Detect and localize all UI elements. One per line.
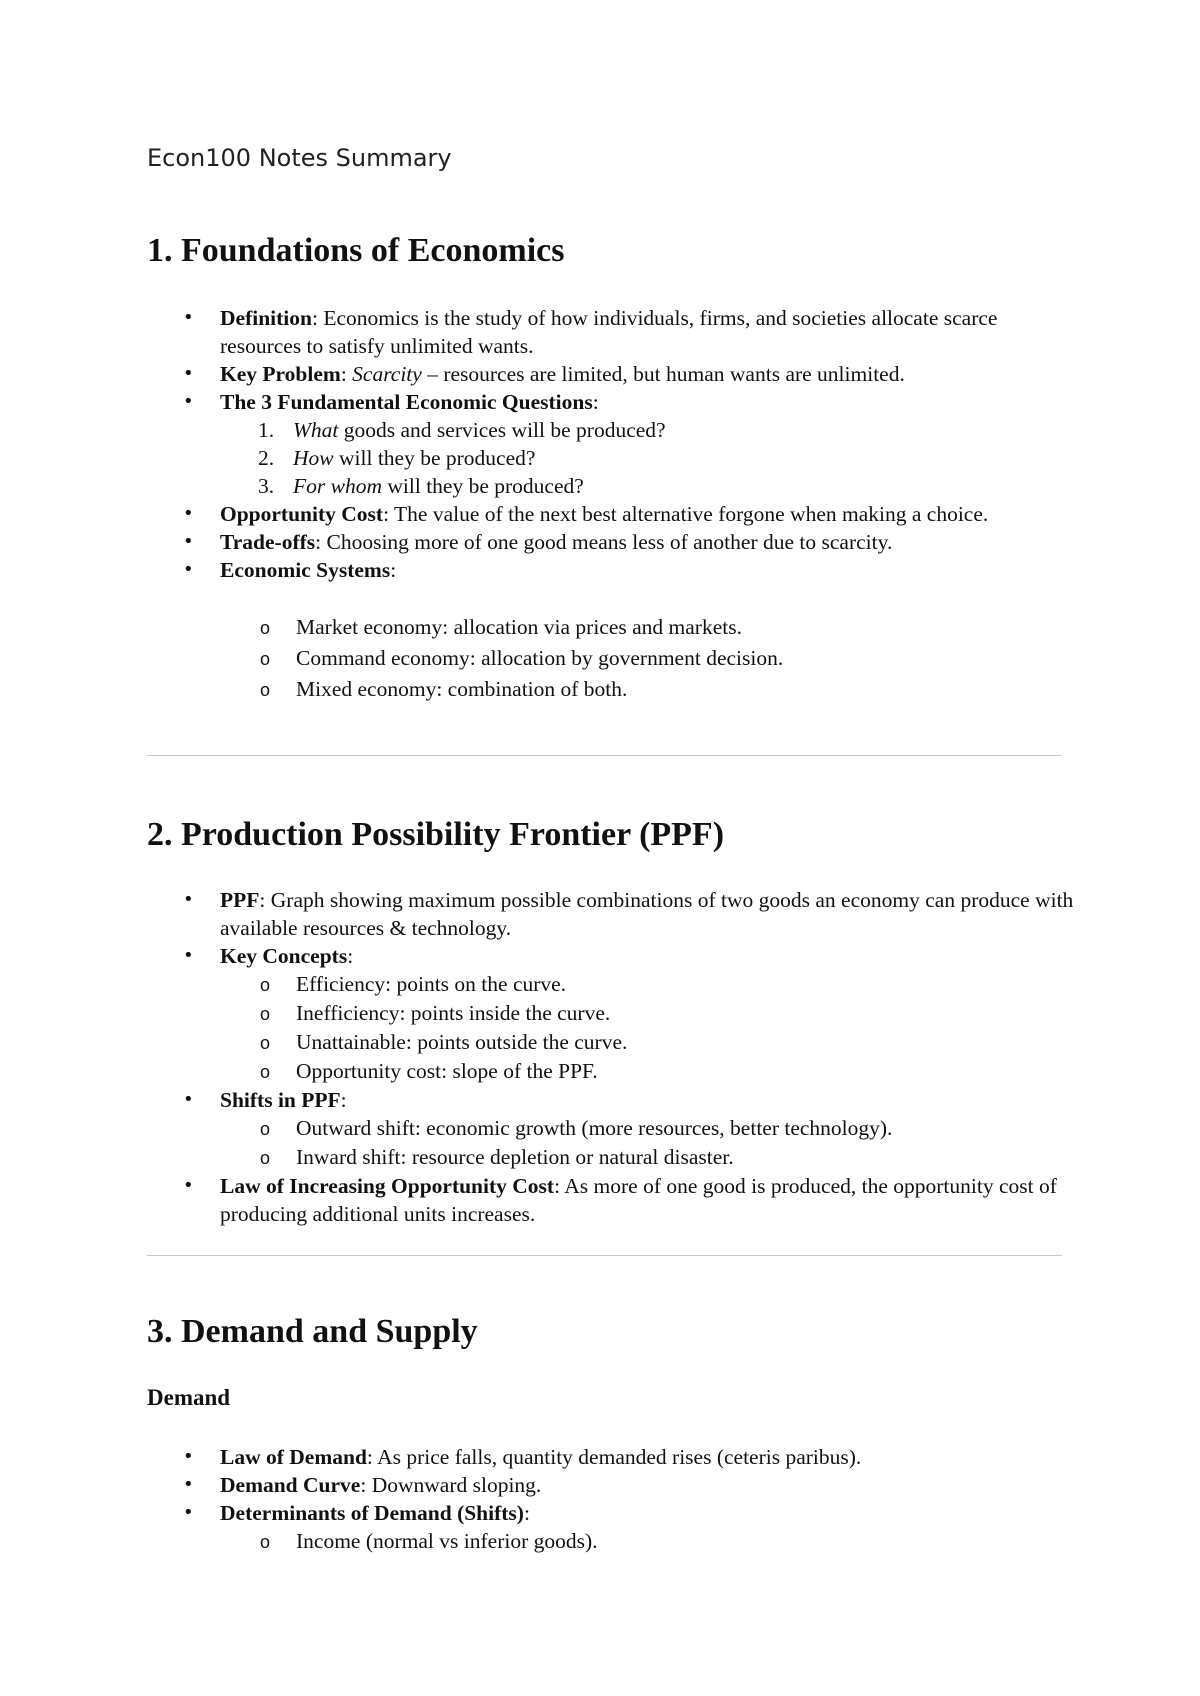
- list-item: [147, 304, 1077, 360]
- item-text: will they be produced?: [333, 446, 536, 470]
- list-item: [260, 612, 1077, 643]
- circle-bullet-icon: o: [260, 1532, 271, 1552]
- separator: :: [390, 558, 397, 582]
- definition-text: As more of one good is produced, the opportunity cost of producing additional units increases.: [220, 1174, 1057, 1226]
- horizontal-rule: [147, 755, 1062, 756]
- term-label: Economic Systems: [220, 558, 391, 582]
- item-text: Command economy: allocation by government decision.: [296, 646, 784, 670]
- circle-bullet-icon: o: [260, 618, 271, 638]
- shifts-sublist: [260, 1114, 1077, 1172]
- list-item: [147, 360, 1077, 388]
- term-label: Opportunity Cost: [220, 502, 384, 526]
- term-label: Law of Increasing Opportunity Cost: [220, 1174, 555, 1198]
- term-label: Key Problem: [220, 362, 341, 386]
- term-label: Trade-offs: [220, 530, 316, 554]
- section-heading-ppf: 2. Production Possibility Frontier (PPF): [147, 816, 725, 853]
- circle-bullet-icon: o: [260, 975, 271, 995]
- separator: :: [366, 1445, 373, 1469]
- list-item: [260, 1143, 1077, 1172]
- circle-bullet-icon: o: [260, 1119, 271, 1139]
- circle-bullet-icon: o: [260, 1062, 271, 1082]
- list-item: [147, 1443, 1077, 1471]
- item-number: 3.: [258, 474, 275, 498]
- separator: :: [340, 1088, 347, 1112]
- separator: :: [554, 1174, 561, 1198]
- term-label: PPF: [220, 888, 260, 912]
- definition-text: Economics is the study of how individuals, firms, and societies allocate scarce resources to satisfy unlimited wants.: [220, 306, 998, 358]
- item-number: 1.: [258, 418, 275, 442]
- demand-bullet-list: [147, 1443, 1077, 1556]
- emphasis-term: Scarcity: [352, 362, 422, 386]
- foundations-bullet-list: [147, 304, 1077, 705]
- list-item: [258, 472, 1077, 500]
- horizontal-rule: [147, 1255, 1062, 1256]
- item-text: will they be produced?: [382, 474, 584, 498]
- item-text: Inefficiency: points inside the curve.: [296, 1001, 611, 1025]
- emphasis-term: What: [293, 418, 339, 442]
- circle-bullet-icon: o: [260, 1033, 271, 1053]
- separator: :: [340, 362, 353, 386]
- separator: :: [315, 530, 322, 554]
- list-item: [260, 1114, 1077, 1143]
- emphasis-term: How: [293, 446, 334, 470]
- item-text: goods and services will be produced?: [338, 418, 666, 442]
- list-item: [147, 942, 1077, 1086]
- list-item: [260, 643, 1077, 674]
- questions-numbered-list: [258, 416, 1077, 500]
- term-label: Law of Demand: [220, 1445, 367, 1469]
- list-item: [260, 1028, 1077, 1057]
- list-item: [147, 1086, 1077, 1172]
- list-item: [147, 388, 1077, 500]
- circle-bullet-icon: o: [260, 1148, 271, 1168]
- list-item: [258, 444, 1077, 472]
- emphasis-term: For whom: [293, 474, 382, 498]
- term-label: Key Concepts: [220, 944, 348, 968]
- item-number: 2.: [258, 446, 275, 470]
- key-concepts-sublist: [260, 970, 1077, 1086]
- ppf-bullet-list: [147, 886, 1077, 1228]
- definition-text: – resources are limited, but human wants are unlimited.: [421, 362, 905, 386]
- item-text: Inward shift: resource depletion or natural disaster.: [296, 1145, 734, 1169]
- list-item: [147, 556, 1077, 705]
- list-item: [147, 1172, 1077, 1228]
- separator: :: [360, 1473, 367, 1497]
- definition-text: Choosing more of one good means less of another due to scarcity.: [321, 530, 893, 554]
- determinants-sublist: [260, 1527, 1077, 1556]
- item-text: Efficiency: points on the curve.: [296, 972, 567, 996]
- economic-systems-sublist: [260, 612, 1077, 705]
- separator: :: [347, 944, 354, 968]
- list-item: [260, 970, 1077, 999]
- list-item: [260, 1527, 1077, 1556]
- circle-bullet-icon: o: [260, 649, 271, 669]
- list-item: [260, 999, 1077, 1028]
- definition-text: The value of the next best alternative forgone when making a choice.: [389, 502, 989, 526]
- list-item: [260, 1057, 1077, 1086]
- list-item: [147, 886, 1077, 942]
- circle-bullet-icon: o: [260, 680, 271, 700]
- term-label: Shifts in PPF: [220, 1088, 341, 1112]
- term-label: Definition: [220, 306, 312, 330]
- item-text: Mixed economy: combination of both.: [296, 677, 628, 701]
- section-heading-foundations: 1. Foundations of Economics: [147, 232, 565, 269]
- list-item: [147, 1471, 1077, 1499]
- item-text: Market economy: allocation via prices and markets.: [296, 615, 742, 639]
- subheading-demand: Demand: [147, 1385, 231, 1410]
- item-text: Opportunity cost: slope of the PPF.: [296, 1059, 598, 1083]
- definition-text: As price falls, quantity demanded rises (ceteris paribus).: [372, 1445, 862, 1469]
- list-item: [147, 500, 1077, 528]
- term-label: Determinants of Demand (Shifts): [220, 1501, 524, 1525]
- document-title: Econ100 Notes Summary: [147, 144, 452, 172]
- separator: :: [311, 306, 318, 330]
- term-label: Demand Curve: [220, 1473, 361, 1497]
- separator: :: [592, 390, 599, 414]
- list-item: [260, 674, 1077, 705]
- list-item: [147, 1499, 1077, 1556]
- separator: :: [523, 1501, 530, 1525]
- item-text: Income (normal vs inferior goods).: [296, 1529, 598, 1553]
- definition-text: Graph showing maximum possible combinations of two goods an economy can produce with available resources & technology.: [220, 888, 1074, 940]
- item-text: Outward shift: economic growth (more resources, better technology).: [296, 1116, 893, 1140]
- term-label: The 3 Fundamental Economic Questions: [220, 390, 593, 414]
- list-item: [147, 528, 1077, 556]
- separator: :: [259, 888, 266, 912]
- definition-text: Downward sloping.: [366, 1473, 542, 1497]
- circle-bullet-icon: o: [260, 1004, 271, 1024]
- section-heading-demand-supply: 3. Demand and Supply: [147, 1313, 478, 1350]
- item-text: Unattainable: points outside the curve.: [296, 1030, 628, 1054]
- separator: :: [383, 502, 390, 526]
- list-item: [258, 416, 1077, 444]
